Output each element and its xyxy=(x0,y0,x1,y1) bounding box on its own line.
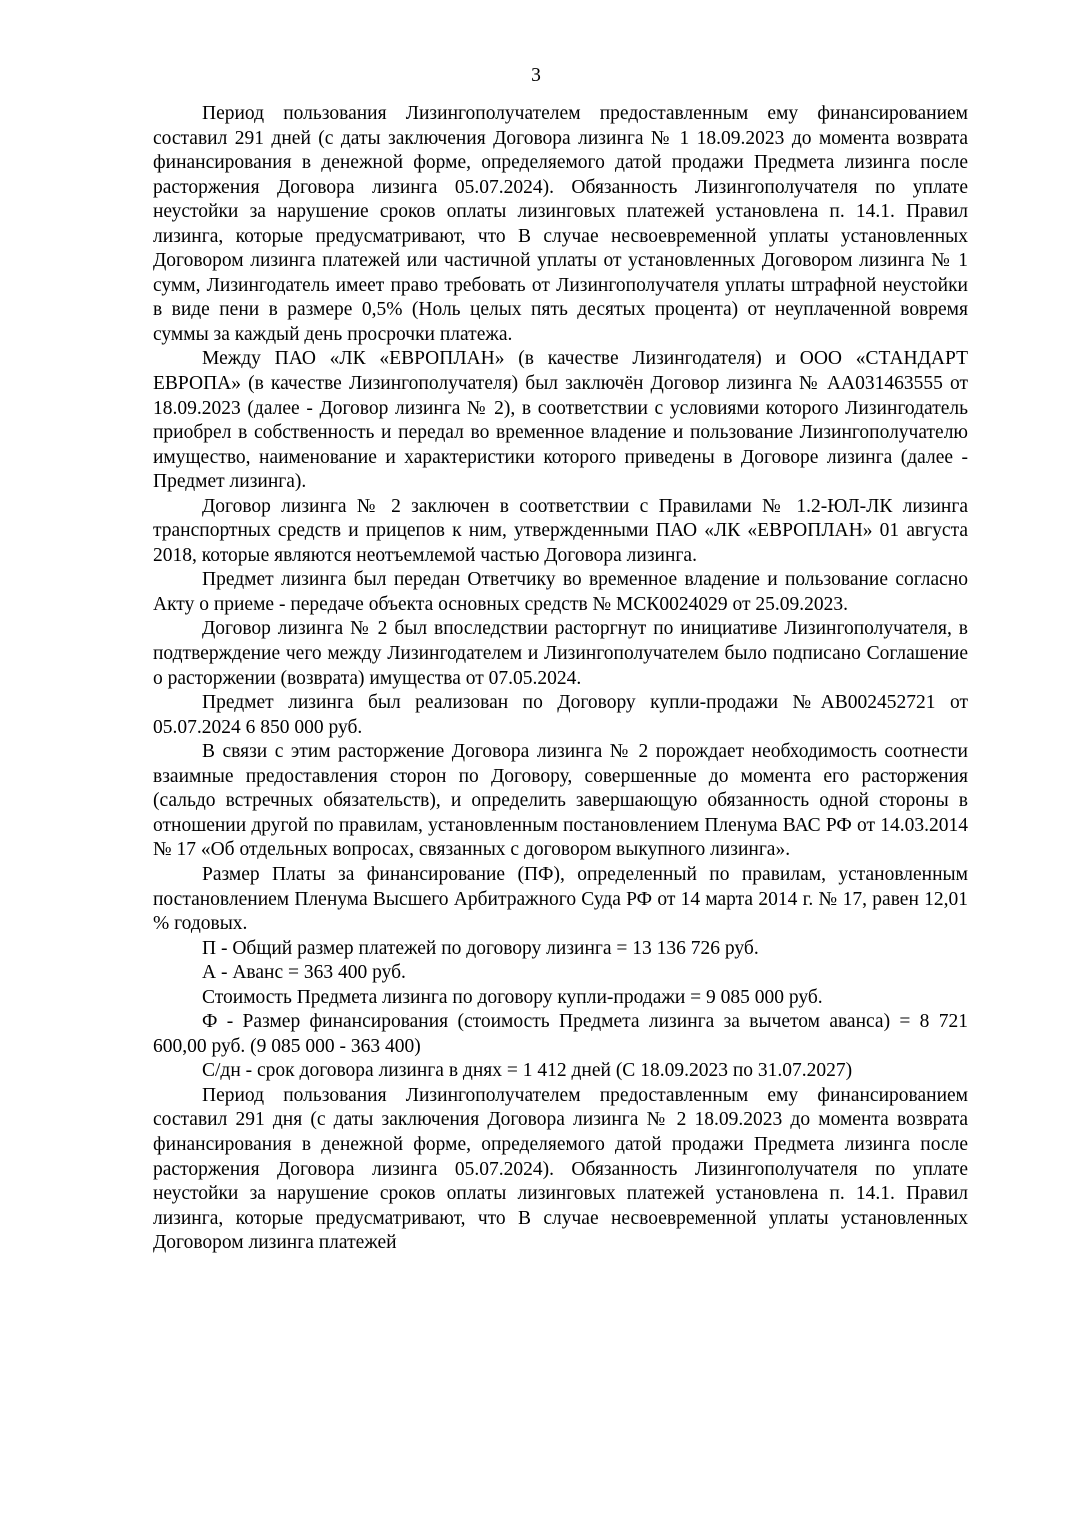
paragraph-balance-obligations: В связи с этим расторжение Договора лизинга № 2 порождает необходимость соотнести взаимные предоставления сторон по Договору, совершенные до момента его расторжения (сальдо встречных обязательств), и определить завершающую обязанность одной стороны в отношении другой по правилам, установленным постановлением Пленума ВАС РФ от 14.03.2014 № 17 «Об отдельных вопросах, связанных с договором выкупного лизинга». xyxy=(153,741,968,861)
paragraph-transfer-act: Предмет лизинга был передан Ответчику во временное владение и пользование согласно Акту о приеме - передаче объекта основных средств № МСК0024029 от 25.09.2023. xyxy=(153,569,968,615)
formula-advance: А - Аванс = 363 400 руб. xyxy=(202,962,406,984)
formula-contract-term: С/дн - срок договора лизинга в днях = 1 412 дней (С 18.09.2023 по 31.07.2027) xyxy=(202,1060,853,1082)
paragraph-termination: Договор лизинга № 2 был впоследствии расторгнут по инициативе Лизингополучателя, в подтверждение чего между Лизингодателем и Лизингополучателем было подписано Соглашение о расторжении (возврата) имущества от 07.05.2024. xyxy=(153,618,968,689)
formula-financing-amount: Ф - Размер финансирования (стоимость Предмета лизинга за вычетом аванса) = 8 721 600,00 руб. (9 085 000 - 363 400) xyxy=(153,1011,968,1057)
page-number: 3 xyxy=(531,65,541,86)
formula-item-cost: Стоимость Предмета лизинга по договору купли-продажи = 9 085 000 руб. xyxy=(202,986,823,1008)
paragraph-usage-period-contract-1: Период пользования Лизингополучателем предоставленным ему финансированием составил 291 дней (с даты заключения Договора лизинга № 1 18.09.2023 до момента возврата финансирования в денежной форме, определяемого датой продажи Предмета лизинга после расторжения Договора лизинга 05.07.2024). Обязанность Лизингополучателя по уплате неустойки за нарушение сроков оплаты лизинговых платежей установлена п. 14.1. Правил лизинга, которые предусматривают, что В случае несвоевременной уплаты установленных Договором лизинга платежей или частичной уплаты от установленных Договором лизинга № 1 сумм, Лизингодатель имеет право требовать от Лизингополучателя уплаты штрафной неустойки в виде пени в размере 0,5% (Ноль целых пять десятых процента) от неуплаченной вовремя суммы за каждый день просрочки платежа. xyxy=(153,103,968,345)
paragraph-financing-fee: Размер Платы за финансирование (ПФ), определенный по правилам, установленным постановлением Пленума Высшего Арбитражного Суда РФ от 14 марта 2014 г. № 17, равен 12,01 % годовых. xyxy=(153,863,968,935)
paragraph-contract-2-rules: Договор лизинга № 2 заключен в соответствии с Правилами № 1.2-ЮЛ-ЛК лизинга транспортных средств и прицепов к ним, утвержденными ПАО «ЛК «ЕВРОПЛАН» 01 августа 2018, которые являются неотъемлемой частью Договора лизинга. xyxy=(153,495,968,566)
paragraph-sale-contract: Предмет лизинга был реализован по Договору купли-продажи №АВ002452721 от 05.07.2024 6 850 000 руб. xyxy=(153,692,968,738)
paragraph-usage-period-contract-2: Период пользования Лизингополучателем предоставленным ему финансированием составил 291 дня (с даты заключения Договора лизинга № 2 18.09.2023 до момента возврата финансирования в денежной форме, определяемого датой продажи Предмета лизинга после расторжения Договора лизинга 05.07.2024). Обязанность Лизингополучателя по уплате неустойки за нарушение сроков оплаты лизинговых платежей установлена п. 14.1. Правил лизинга, которые предусматривают, что В случае несвоевременной уплаты установленных Договором лизинга платежей xyxy=(153,1084,968,1254)
paragraph-contract-2-conclusion: Между ПАО «ЛК «ЕВРОПЛАН» (в качестве Лизингодателя) и ООО «СТАНДАРТ ЕВРОПА» (в качестве Лизингополучателя) был заключён Договор лизинга № АА031463555 от 18.09.2023 (далее - Договор лизинга № 2), в соответствии с условиями которого Лизингодатель приобрел в собственность и передал во временное владение и пользование Лизингополучателю имущество, наименование и характеристики которого приведены в Договоре лизинга (далее - Предмет лизинга). xyxy=(153,348,968,493)
document-body xyxy=(153,102,968,1256)
formula-total-payments: П - Общий размер платежей по договору лизинга = 13 136 726 руб. xyxy=(202,937,759,959)
